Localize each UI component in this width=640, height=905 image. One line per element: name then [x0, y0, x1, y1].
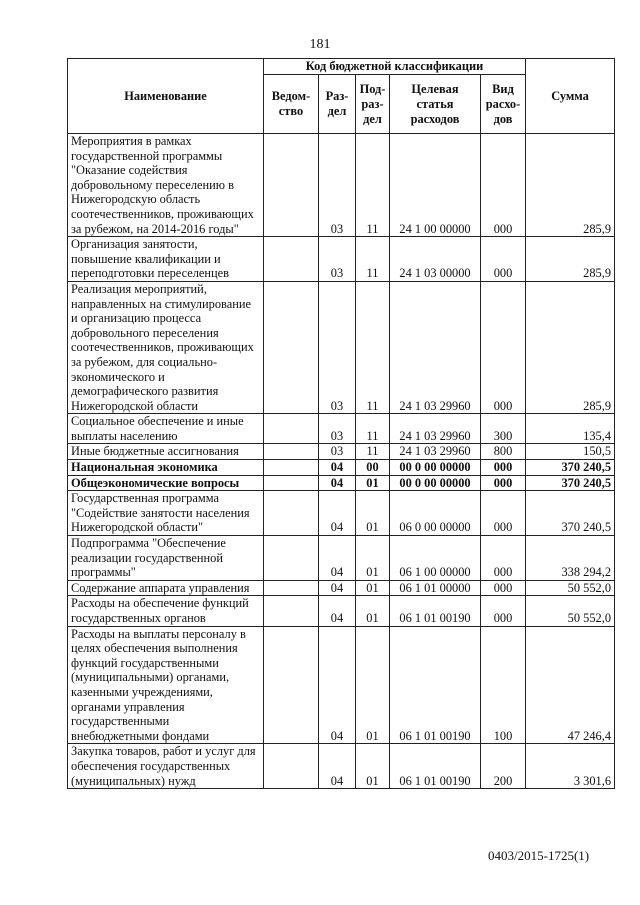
row-amount: 3 301,6	[526, 744, 615, 789]
header-amount: Сумма	[526, 59, 615, 134]
row-target: 06 0 00 00000	[390, 491, 481, 536]
row-amount: 370 240,5	[526, 460, 615, 476]
row-name: Социальное обеспечение и иные выплаты населению	[68, 414, 264, 444]
table-header	[68, 59, 615, 134]
row-target: 06 1 01 00190	[390, 626, 481, 744]
row-section: 04	[319, 596, 356, 626]
row-amount: 285,9	[526, 134, 615, 237]
row-target: 00 0 00 00000	[390, 460, 481, 476]
row-section: 04	[319, 491, 356, 536]
row-ministry	[264, 281, 319, 413]
row-section: 04	[319, 580, 356, 596]
row-amount: 47 246,4	[526, 626, 615, 744]
row-name: Организация занятости, повышение квалификации и переподготовки переселенцев	[68, 237, 264, 282]
row-target: 24 1 00 00000	[390, 134, 481, 237]
header-section	[319, 75, 356, 134]
row-name: Мероприятия в рамках государственной программы "Оказание содействия добровольному переселению в Нижегородскую область соотечественников, проживающих за рубежом, на 2014-2016 годы"	[68, 134, 264, 237]
row-expense-type: 000	[481, 281, 526, 413]
row-expense-type: 000	[481, 580, 526, 596]
row-ministry	[264, 626, 319, 744]
header-subsection-label: Под- раз- дел	[359, 81, 386, 126]
row-section: 03	[319, 134, 356, 237]
row-section: 04	[319, 626, 356, 744]
page-number: 181	[309, 37, 331, 52]
row-name: Национальная экономика	[68, 460, 264, 476]
row-subsection: 01	[356, 491, 390, 536]
row-subsection: 01	[356, 536, 390, 581]
row-target: 00 0 00 00000	[390, 475, 481, 491]
row-target: 06 1 01 00190	[390, 744, 481, 789]
header-subsection	[356, 75, 390, 134]
row-name: Иные бюджетные ассигнования	[68, 444, 264, 460]
row-ministry	[264, 134, 319, 237]
table-row	[68, 134, 615, 237]
row-expense-type: 800	[481, 444, 526, 460]
row-subsection: 00	[356, 460, 390, 476]
row-subsection: 01	[356, 475, 390, 491]
row-subsection: 11	[356, 134, 390, 237]
row-amount: 135,4	[526, 414, 615, 444]
header-expense-type-label: Вид расхо- дов	[485, 81, 521, 126]
row-amount: 285,9	[526, 237, 615, 282]
header-section-label: Раз- дел	[325, 89, 349, 118]
row-target: 24 1 03 29960	[390, 414, 481, 444]
row-name: Общеэкономические вопросы	[68, 475, 264, 491]
row-section: 03	[319, 414, 356, 444]
row-subsection: 11	[356, 281, 390, 413]
row-expense-type: 000	[481, 134, 526, 237]
row-expense-type: 000	[481, 596, 526, 626]
row-target: 24 1 03 29960	[390, 444, 481, 460]
table-row	[68, 580, 615, 596]
row-ministry	[264, 444, 319, 460]
row-subsection: 11	[356, 414, 390, 444]
row-expense-type: 100	[481, 626, 526, 744]
row-target: 24 1 03 29960	[390, 281, 481, 413]
row-name: Реализация мероприятий, направленных на стимулирование и организацию процесса добровольного переселения соотечественников, проживающих за рубежом, для социально-экономического и демографического развития Нижегородской области	[68, 281, 264, 413]
row-name: Содержание аппарата управления	[68, 580, 264, 596]
row-ministry	[264, 491, 319, 536]
row-expense-type: 000	[481, 491, 526, 536]
row-name: Закупка товаров, работ и услуг для обеспечения государственных (муниципальных) нужд	[68, 744, 264, 789]
row-section: 03	[319, 444, 356, 460]
row-target: 24 1 03 00000	[390, 237, 481, 282]
row-amount: 150,5	[526, 444, 615, 460]
header-name: Наименование	[68, 59, 264, 134]
row-expense-type: 200	[481, 744, 526, 789]
header-target-article	[390, 75, 481, 134]
row-subsection: 01	[356, 596, 390, 626]
row-ministry	[264, 414, 319, 444]
row-ministry	[264, 744, 319, 789]
row-section: 03	[319, 237, 356, 282]
row-name: Подпрограмма "Обеспечение реализации государственной программы"	[68, 536, 264, 581]
budget-table	[67, 58, 615, 789]
row-amount: 370 240,5	[526, 491, 615, 536]
header-expense-type	[481, 75, 526, 134]
table-row	[68, 281, 615, 413]
header-classification-code: Код бюджетной классификации	[264, 59, 526, 75]
header-ministry	[264, 75, 319, 134]
table-row	[68, 596, 615, 626]
row-section: 03	[319, 281, 356, 413]
row-amount: 338 294,2	[526, 536, 615, 581]
row-ministry	[264, 475, 319, 491]
row-subsection: 11	[356, 237, 390, 282]
row-section: 04	[319, 536, 356, 581]
row-target: 06 1 01 00000	[390, 580, 481, 596]
table-row	[68, 536, 615, 581]
row-name: Государственная программа "Содействие занятости населения Нижегородской области"	[68, 491, 264, 536]
table-row	[68, 460, 615, 476]
row-expense-type: 000	[481, 237, 526, 282]
row-ministry	[264, 460, 319, 476]
row-ministry	[264, 536, 319, 581]
table-row	[68, 444, 615, 460]
header-ministry-label: Ведом- ство	[271, 89, 311, 118]
row-expense-type: 300	[481, 414, 526, 444]
row-amount: 50 552,0	[526, 580, 615, 596]
table-row	[68, 414, 615, 444]
row-ministry	[264, 580, 319, 596]
row-section: 04	[319, 460, 356, 476]
table-row	[68, 744, 615, 789]
row-ministry	[264, 237, 319, 282]
header-target-label: Целевая статья расходов	[410, 81, 460, 126]
document-code: 0403/2015-1725(1)	[488, 848, 590, 863]
row-amount: 370 240,5	[526, 475, 615, 491]
table-row	[68, 475, 615, 491]
row-expense-type: 000	[481, 475, 526, 491]
row-amount: 50 552,0	[526, 596, 615, 626]
table-row	[68, 626, 615, 744]
row-name: Расходы на обеспечение функций государственных органов	[68, 596, 264, 626]
row-amount: 285,9	[526, 281, 615, 413]
row-ministry	[264, 596, 319, 626]
row-subsection: 01	[356, 744, 390, 789]
row-target: 06 1 00 00000	[390, 536, 481, 581]
row-expense-type: 000	[481, 460, 526, 476]
row-name: Расходы на выплаты персоналу в целях обеспечения выполнения функций государственными (муниципальными) органами, казенными учреждениями, органами управления государственными внебюджетными фондами	[68, 626, 264, 744]
row-section: 04	[319, 475, 356, 491]
row-section: 04	[319, 744, 356, 789]
row-subsection: 01	[356, 626, 390, 744]
table-body	[68, 134, 615, 789]
table-row	[68, 491, 615, 536]
row-target: 06 1 01 00190	[390, 596, 481, 626]
row-expense-type: 000	[481, 536, 526, 581]
table-row	[68, 237, 615, 282]
row-subsection: 11	[356, 444, 390, 460]
row-subsection: 01	[356, 580, 390, 596]
